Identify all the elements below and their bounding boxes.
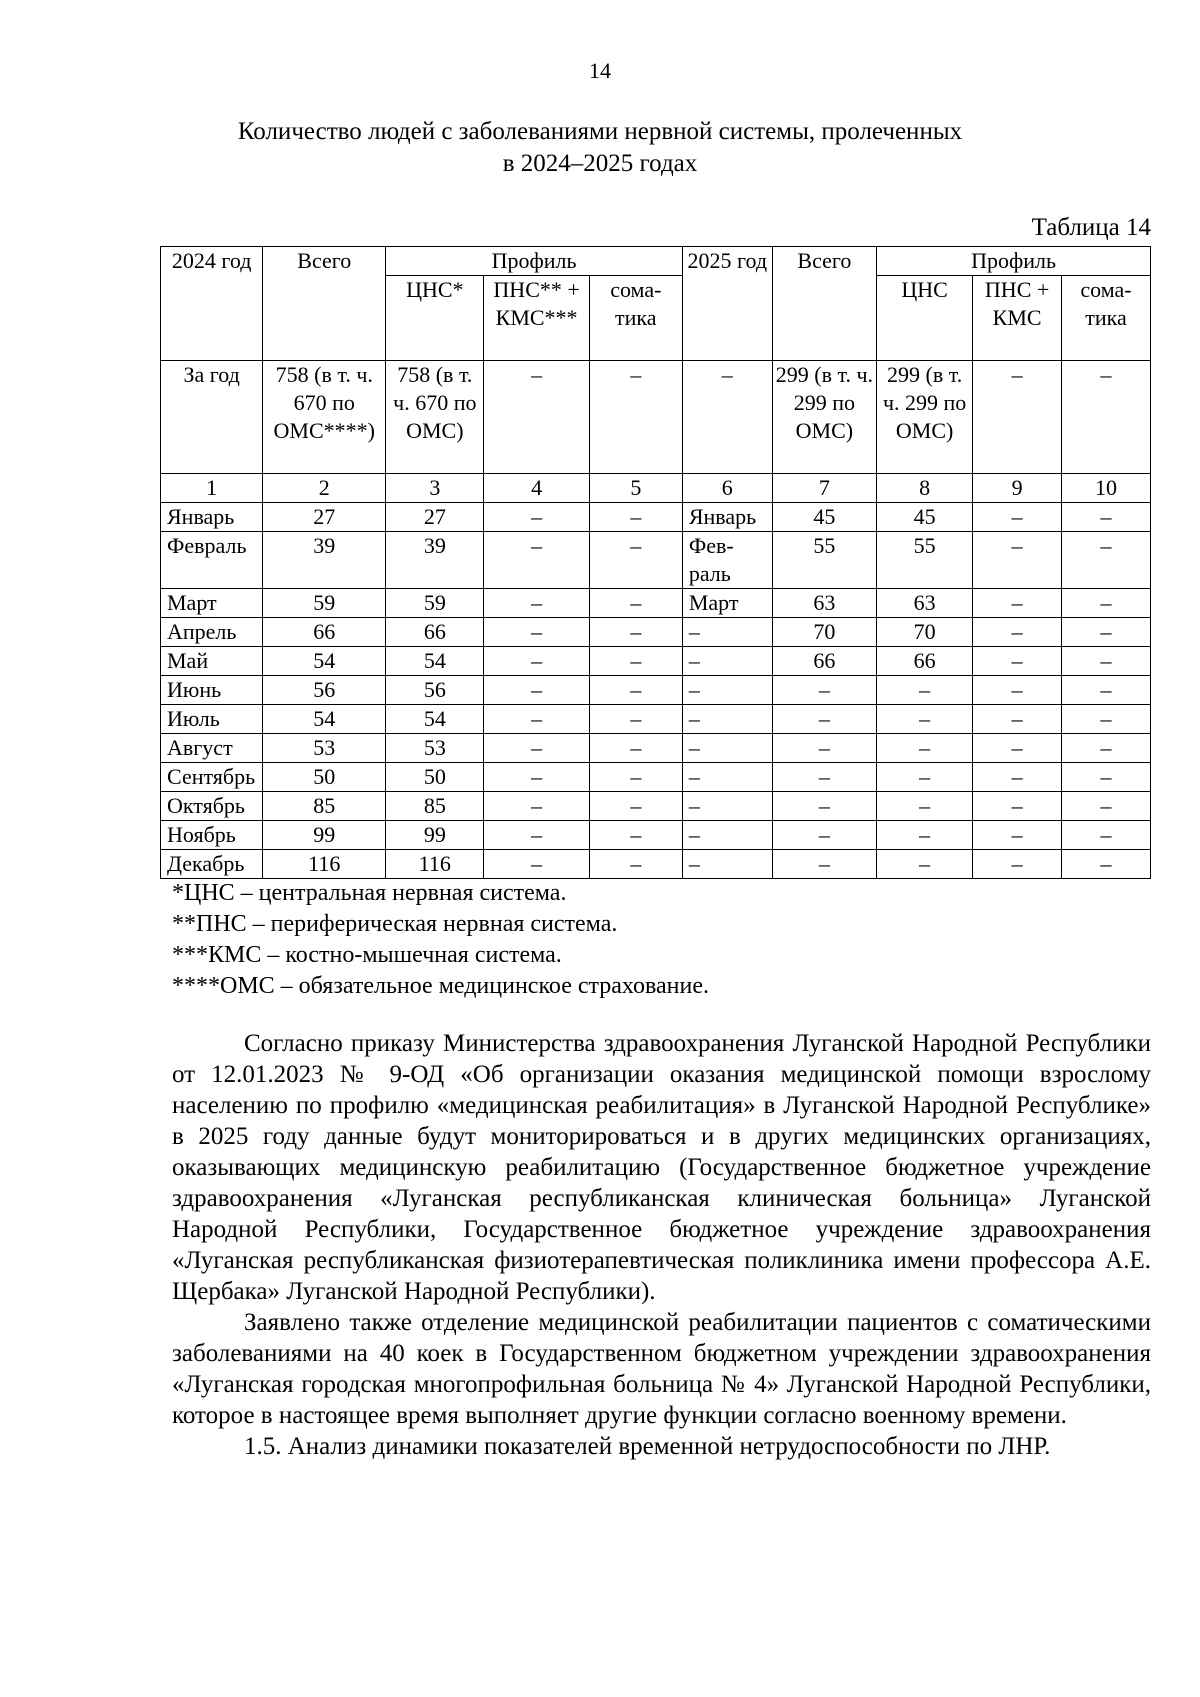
table-cell: – (589, 647, 682, 676)
table-cell: – (973, 734, 1062, 763)
table-cell: – (1062, 589, 1151, 618)
table-cell: 66 (386, 618, 484, 647)
month-2025-cell: – (682, 821, 772, 850)
table-cell: 55 (772, 532, 876, 589)
table-cell: – (973, 850, 1062, 879)
table-cell: – (1062, 647, 1151, 676)
table-cell: – (589, 361, 682, 474)
header-pns-kms-2025: ПНС + КМС (973, 276, 1062, 361)
table-cell: 27 (263, 503, 386, 532)
header-profile-2025: Профиль (877, 247, 1151, 276)
table-cell: 54 (263, 647, 386, 676)
column-number: 6 (682, 474, 772, 503)
header-cns-2025: ЦНС (877, 276, 973, 361)
table-cell: – (484, 618, 589, 647)
column-number: 10 (1062, 474, 1151, 503)
footnote-pns: **ПНС – периферическая нервная система. (172, 911, 618, 937)
month-2025-cell: – (682, 850, 772, 879)
table-row (161, 705, 1151, 734)
month-2025-cell: Март (682, 589, 772, 618)
table-cell: – (1062, 734, 1151, 763)
table-cell: – (973, 589, 1062, 618)
column-number: 1 (161, 474, 263, 503)
table-row (161, 589, 1151, 618)
footnote-oms: ****ОМС – обязательное медицинское страхование. (172, 973, 710, 999)
table-cell: – (589, 792, 682, 821)
table-cell: – (589, 676, 682, 705)
table-cell: – (484, 361, 589, 474)
table-cell: 53 (263, 734, 386, 763)
column-number: 3 (386, 474, 484, 503)
table-cell: – (484, 821, 589, 850)
table-cell: – (589, 850, 682, 879)
table-cell: – (973, 361, 1062, 474)
table-cell: – (484, 589, 589, 618)
table-cell: – (772, 676, 876, 705)
table-row (161, 676, 1151, 705)
table-cell: – (589, 705, 682, 734)
column-number: 7 (772, 474, 876, 503)
table-cell: – (1062, 503, 1151, 532)
month-2024-cell: Январь (161, 503, 263, 532)
month-2024-cell: Июль (161, 705, 263, 734)
month-2025-cell: – (682, 792, 772, 821)
footnote-cns: *ЦНС – центральная нервная система. (172, 880, 567, 906)
table-cell: – (484, 763, 589, 792)
table-cell: 85 (386, 792, 484, 821)
month-2025-cell: – (682, 705, 772, 734)
table-cell: – (484, 792, 589, 821)
table-cell: – (1062, 792, 1151, 821)
table-cell: 50 (263, 763, 386, 792)
table-cell: – (973, 647, 1062, 676)
table-cell: 45 (772, 503, 876, 532)
table-cell: – (1062, 850, 1151, 879)
table-row (161, 850, 1151, 879)
table-cell: 85 (263, 792, 386, 821)
footnote-kms: ***КМС – костно-мышечная система. (172, 942, 562, 968)
table-cell: 63 (772, 589, 876, 618)
table-cell: 758 (в т. ч. 670 по ОМС****) (263, 361, 386, 474)
table-row (161, 792, 1151, 821)
table-cell: – (1062, 618, 1151, 647)
paragraph-department: Заявлено также отделение медицинской реабилитации пациентов с соматическими заболеваниями на 40 коек в Государственном бюджетном учреждении здравоохранения «Луганская городская многопрофильная больница № 4» Луганской Народной Республики, которое в настоящее время выполняет другие функции согласно военному времени. (172, 1309, 1151, 1429)
table-cell: – (973, 705, 1062, 734)
table-cell: 56 (263, 676, 386, 705)
column-number: 8 (877, 474, 973, 503)
table-cell: 99 (386, 821, 484, 850)
month-2024-cell: Апрель (161, 618, 263, 647)
month-2025-cell: – (682, 763, 772, 792)
table-cell: – (484, 705, 589, 734)
table-cell: 66 (772, 647, 876, 676)
table-cell: – (484, 647, 589, 676)
month-2025-cell: Январь (682, 503, 772, 532)
table-cell: 70 (772, 618, 876, 647)
table-cell: – (589, 503, 682, 532)
table-cell: – (484, 676, 589, 705)
table-cell: 116 (263, 850, 386, 879)
month-2024-cell: Май (161, 647, 263, 676)
table-cell: – (1062, 763, 1151, 792)
header-cns-2024: ЦНС* (386, 276, 484, 361)
table-cell: 50 (386, 763, 484, 792)
header-soma-2025: сома-тика (1062, 276, 1151, 361)
month-2024-cell: Февраль (161, 532, 263, 589)
table-cell: – (1062, 676, 1151, 705)
table-row (161, 763, 1151, 792)
table-cell: – (973, 618, 1062, 647)
header-2025-year: 2025 год (682, 247, 772, 361)
table-cell: 59 (263, 589, 386, 618)
table-cell: 54 (263, 705, 386, 734)
body-text (172, 1028, 1151, 1462)
table-cell: 299 (в т. ч. 299 по ОМС) (877, 361, 973, 474)
month-2024-cell: Ноябрь (161, 821, 263, 850)
table-cell: – (589, 589, 682, 618)
table-cell: – (484, 734, 589, 763)
table-cell: – (973, 821, 1062, 850)
table-cell: 66 (877, 647, 973, 676)
table-cell: – (772, 850, 876, 879)
table-cell: – (877, 850, 973, 879)
document-title (170, 116, 1030, 180)
table-cell: – (484, 532, 589, 589)
table-cell: – (1062, 705, 1151, 734)
month-2024-cell: Март (161, 589, 263, 618)
table-cell: – (772, 705, 876, 734)
year-total-row (161, 361, 1151, 474)
table-cell: 27 (386, 503, 484, 532)
table-cell: 45 (877, 503, 973, 532)
table-cell: – (877, 763, 973, 792)
table-cell: 758 (в т. ч. 670 по ОМС) (386, 361, 484, 474)
table-cell: – (589, 821, 682, 850)
month-2024-cell: Август (161, 734, 263, 763)
table-cell: – (973, 532, 1062, 589)
table-cell: 54 (386, 705, 484, 734)
header-total-2024: Всего (263, 247, 386, 361)
title-line-2: в 2024–2025 годах (502, 150, 698, 177)
table-cell: – (772, 763, 876, 792)
table-cell: – (973, 763, 1062, 792)
table-cell: – (772, 734, 876, 763)
table-cell: – (877, 676, 973, 705)
table-cell: – (589, 618, 682, 647)
table-cell: – (589, 734, 682, 763)
month-2024-cell: Июнь (161, 676, 263, 705)
table-cell: 54 (386, 647, 484, 676)
table-cell: 39 (386, 532, 484, 589)
section-heading-1-5: 1.5. Анализ динамики показателей временной нетрудоспособности по ЛНР. (244, 1433, 1051, 1460)
table-cell: 66 (263, 618, 386, 647)
table-cell: – (484, 850, 589, 879)
table-cell: 116 (386, 850, 484, 879)
table-cell: – (973, 676, 1062, 705)
column-number: 9 (973, 474, 1062, 503)
column-number: 4 (484, 474, 589, 503)
table-cell: 55 (877, 532, 973, 589)
table-cell: – (772, 792, 876, 821)
table-row (161, 503, 1151, 532)
table-cell: – (772, 821, 876, 850)
table-row (161, 618, 1151, 647)
table-cell: – (1062, 821, 1151, 850)
table-row (161, 647, 1151, 676)
footnotes (172, 878, 709, 1002)
table-cell: – (1062, 532, 1151, 589)
month-2024-cell: Декабрь (161, 850, 263, 879)
table-cell: 70 (877, 618, 973, 647)
table-cell: – (589, 532, 682, 589)
page-number: 14 (589, 58, 611, 83)
header-2024-year: 2024 год (161, 247, 263, 361)
table-cell: – (1062, 361, 1151, 474)
table-cell: 39 (263, 532, 386, 589)
table-row (161, 734, 1151, 763)
header-pns-kms-2024: ПНС** + КМС*** (484, 276, 589, 361)
table-cell: 53 (386, 734, 484, 763)
column-number: 5 (589, 474, 682, 503)
paragraph-order: Согласно приказу Министерства здравоохранения Луганской Народной Республики от 12.01.2023 № 9-ОД «Об организации оказания медицинской помощи взрослому населению по профилю «медицинская реабилитация» в Луганской Народной Республике» в 2025 году данные будут мониторироваться и в других медицинских организациях, оказывающих медицинскую реабилитацию (Государственное бюджетное учреждение здравоохранения «Луганская республиканская клиническая больница» Луганской Народной Республики, Государственное бюджетное учреждение здравоохранения «Луганская республиканская физиотерапевтическая поликлиника имени профессора А.Е. Щербака» Луганской Народной Республики). (172, 1030, 1151, 1305)
month-2024-cell: Сентябрь (161, 763, 263, 792)
table-cell: 99 (263, 821, 386, 850)
table-cell: – (877, 734, 973, 763)
month-rows (161, 503, 1151, 879)
table-cell: – (589, 763, 682, 792)
month-2025-cell: – (682, 647, 772, 676)
header-profile-2024: Профиль (386, 247, 683, 276)
table-row (161, 821, 1151, 850)
table-caption: Таблица 14 (1031, 214, 1151, 241)
table-cell: – (877, 792, 973, 821)
table-cell: 56 (386, 676, 484, 705)
month-2024-cell: Октябрь (161, 792, 263, 821)
title-line-1: Количество людей с заболеваниями нервной системы, пролеченных (237, 118, 963, 145)
table-cell: – (877, 821, 973, 850)
table-cell: – (877, 705, 973, 734)
header-total-2025: Всего (772, 247, 876, 361)
table-row (161, 532, 1151, 589)
month-2025-cell: Фев-раль (682, 532, 772, 589)
table-cell: За год (161, 361, 263, 474)
column-number-row (161, 474, 1151, 503)
table-cell: 59 (386, 589, 484, 618)
table-cell: – (682, 361, 772, 474)
month-2025-cell: – (682, 618, 772, 647)
table-cell: – (484, 503, 589, 532)
table-cell: – (973, 503, 1062, 532)
data-table (160, 246, 1151, 879)
column-number: 2 (263, 474, 386, 503)
table-cell: 299 (в т. ч. 299 по ОМС) (772, 361, 876, 474)
month-2025-cell: – (682, 734, 772, 763)
table-cell: 63 (877, 589, 973, 618)
header-soma-2024: сома-тика (589, 276, 682, 361)
table-cell: – (973, 792, 1062, 821)
month-2025-cell: – (682, 676, 772, 705)
